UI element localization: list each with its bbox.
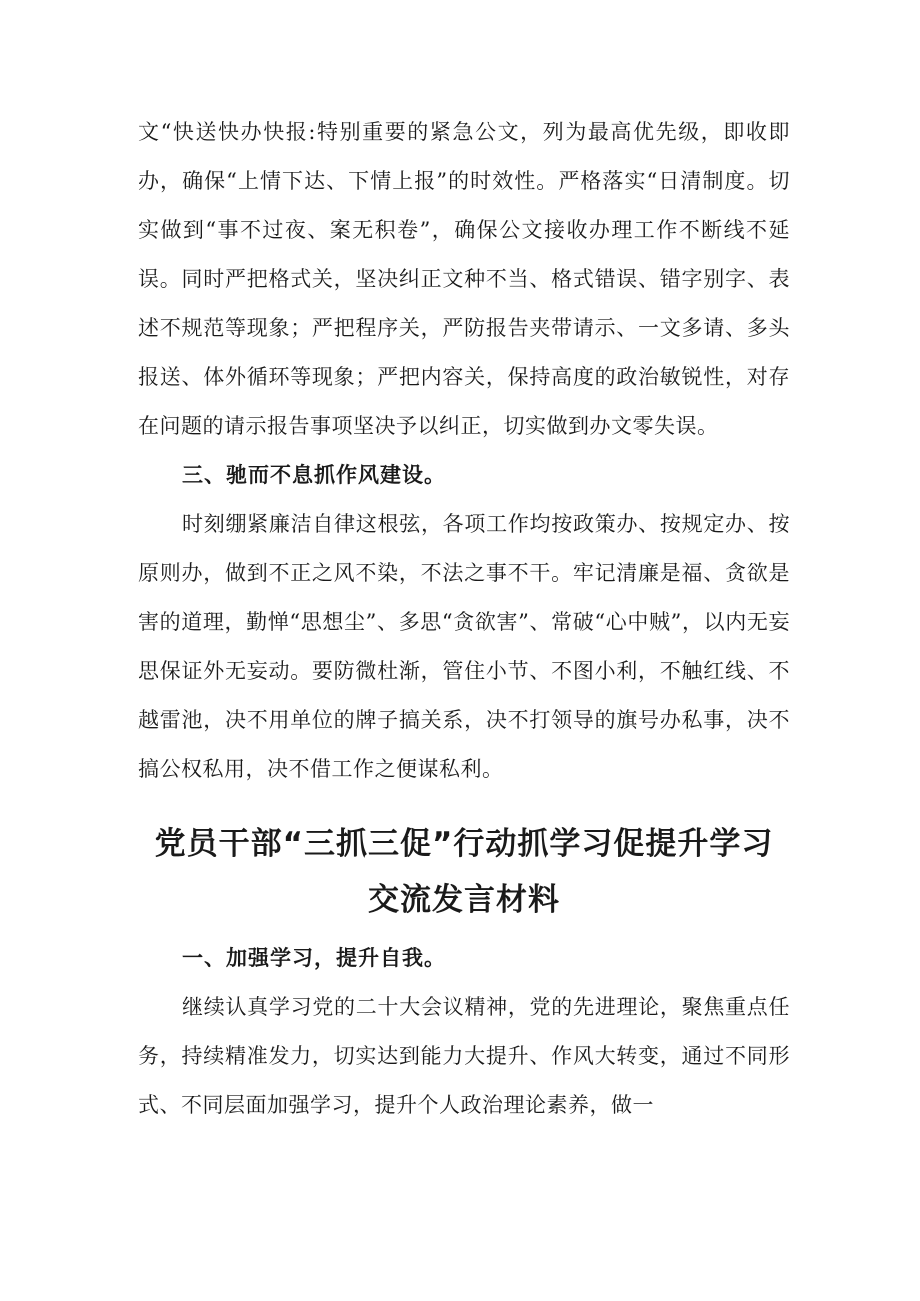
paragraph-integrity: 时刻绷紧廉洁自律这根弦，各项工作均按政策办、按规定办、按原则办，做到不正之风不染，不法之事不干。牢记清廉是福、贪欲是害的道理，勤惮“思想尘”、多思“贪欲害”、常破“心中贼”，以内无妄思保证外无妄动。要防微杜渐，管住小节、不图小利，不触红线、不越雷池，决不用单位的牌子搞关系，决不打领导的旗号办私事，决不搞公权私用，决不借工作之便谋私利。 (138, 512, 790, 781)
article-title-line-2: 交流发言材料 (368, 882, 560, 918)
paragraph-document-handling: 文“快送快办快报:特别重要的紧急公文，列为最高优先级，即收即办，确保“上情下达、下情上报”的时效性。严格落实“日清制度。切实做到“事不过夜、案无积卷”，确保公文接收办理工作不断线不延误。同时严把格式关，坚决纠正文种不当、格式错误、错字别字、表述不规范等现象；严把程序关，严防报告夹带请示、一文多请、多头报送、体外循环等现象；严把内容关，保持高度的政治敏锐性，对存在问题的请示报告事项坚决予以纠正，切实做到办文零失误。 (138, 120, 790, 438)
article-title-line-1: 党员干部“三抓三促”行动抓学习促提升学习 (154, 826, 774, 862)
section-heading-study: 一、加强学习，提升自我。 (182, 946, 446, 970)
article-title (138, 816, 790, 928)
section-heading-work-style: 三、驰而不息抓作风建设。 (182, 463, 446, 487)
document-page (138, 108, 790, 1130)
paragraph-study: 继续认真学习党的二十大会议精神，党的先进理论，聚焦重点任务，持续精准发力，切实达到能力大提升、作风大转变，通过不同形式、不同层面加强学习，提升个人政治理论素养，做一 (138, 995, 790, 1117)
